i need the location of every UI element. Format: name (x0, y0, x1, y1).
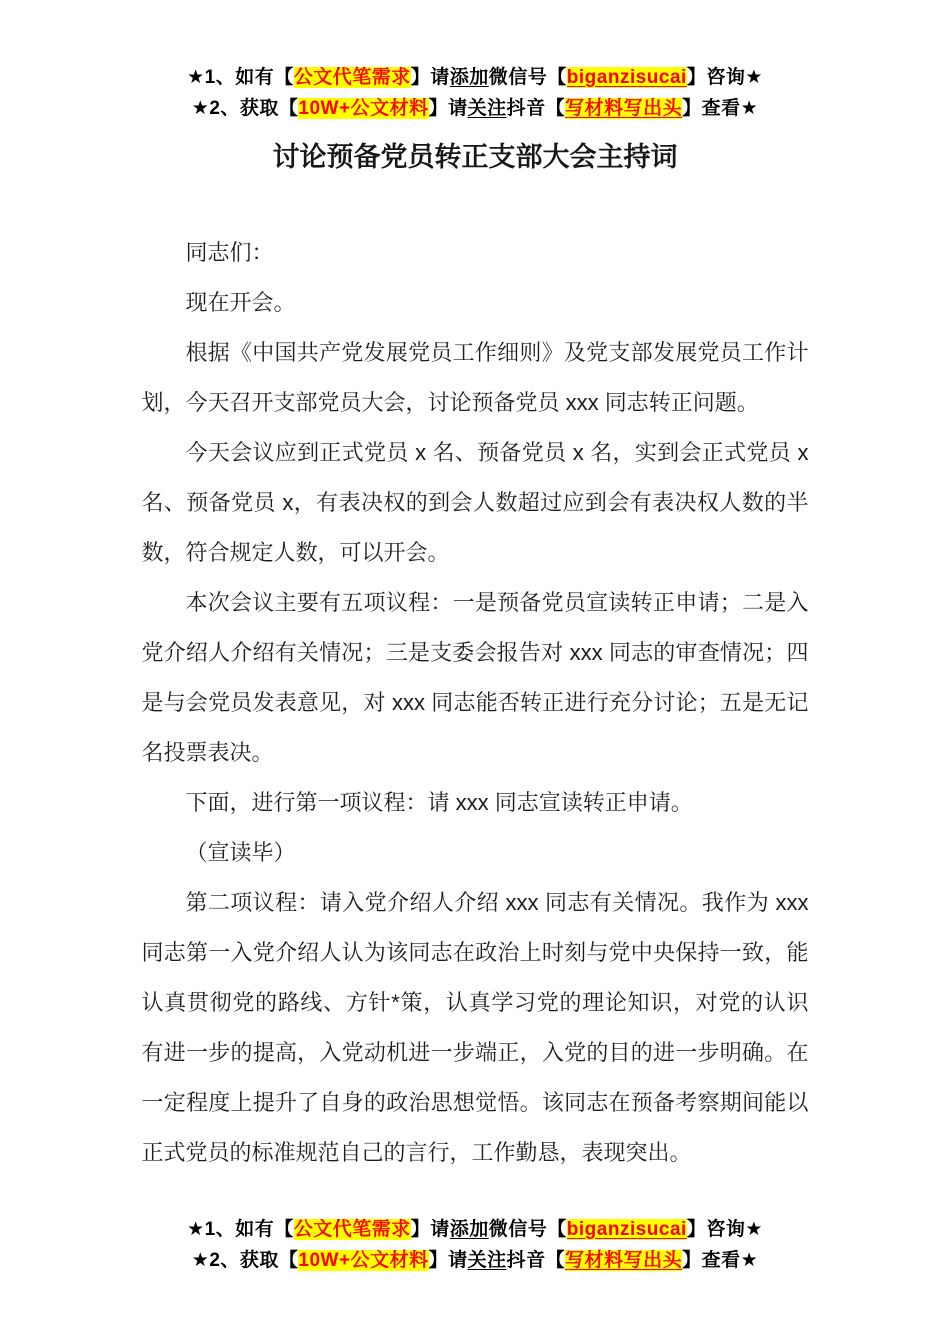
wechat-id-highlight: biganzisucai (566, 1219, 687, 1240)
footer-notice (0, 1214, 950, 1276)
paragraph-first-item: 下面，进行第一项议程：请 xxx 同志宣读转正申请。 (185, 790, 693, 815)
paragraph-reading-done: （宣读毕） (185, 840, 296, 865)
header-notice-line-1 (0, 62, 950, 93)
notice-prefix: ★2、获取【 (191, 98, 299, 119)
add-action-underline: 添加 (449, 1219, 489, 1240)
notice-mid: 抖音【 (506, 1250, 566, 1271)
notice-mid: 】请 (428, 1250, 468, 1271)
paragraph-attendance: 今天会议应到正式党员 x 名、预备党员 x 名，实到会正式党员 x 名、预备党员 x，有表决权的到会人数超过应到会有表决权人数的半数，符合规定人数，可以开会。 (141, 440, 809, 565)
add-action-underline: 添加 (449, 67, 489, 88)
follow-action-underline: 关注 (467, 1250, 507, 1271)
notice-suffix: 】查看★ (682, 1250, 759, 1271)
notice-prefix: ★2、获取【 (191, 1250, 299, 1271)
notice-mid: 】请 (410, 67, 450, 88)
notice-mid: 微信号【 (488, 1219, 567, 1240)
paragraph-second-item: 第二项议程：请入党介绍人介绍 xxx 同志有关情况。我作为 xxx 同志第一入党介绍人认为该同志在政治上时刻与党中央保持一致，能认真贯彻党的路线、方针*策，认真学习党的理论知识，对党的认识有进一步的提高，入党动机进一步端正，入党的目的进一步明确。在一定程度上提升了自身的政治思想觉悟。该同志在预备考察期间能以正式党员的标准规范自己的言行，工作勤恳，表现突出。 (141, 890, 809, 1165)
wechat-id-highlight: biganzisucai (566, 67, 687, 88)
header-notice-line-2 (0, 93, 950, 124)
notice-suffix: 】咨询★ (686, 67, 763, 88)
notice-prefix: ★1、如有【 (187, 1219, 294, 1240)
paragraph-salutation: 同志们： (185, 240, 274, 265)
douyin-name-highlight: 写材料写出头 (565, 98, 683, 119)
paragraph-agenda: 本次会议主要有五项议程：一是预备党员宣读转正申请；二是入党介绍人介绍有关情况；三是支委会报告对 xxx 同志的审查情况；四是与会党员发表意见，对 xxx 同志能否转正进行充分讨论；五是无记名投票表决。 (141, 590, 809, 765)
notice-mid: 抖音【 (506, 98, 566, 119)
footer-notice-line-2 (0, 1245, 950, 1276)
notice-mid: 微信号【 (488, 67, 567, 88)
follow-action-underline: 关注 (467, 98, 507, 119)
material-highlight: 10W+公文材料 (298, 1250, 429, 1271)
douyin-name-highlight: 写材料写出头 (565, 1250, 683, 1271)
material-highlight: 10W+公文材料 (298, 98, 429, 119)
notice-suffix: 】咨询★ (686, 1219, 763, 1240)
footer-notice-line-1 (0, 1214, 950, 1245)
service-highlight: 公文代笔需求 (293, 1219, 411, 1240)
notice-suffix: 】查看★ (682, 98, 759, 119)
document-title: 讨论预备党员转正支部大会主持词 (272, 142, 678, 172)
notice-mid: 】请 (428, 98, 468, 119)
notice-prefix: ★1、如有【 (187, 67, 294, 88)
document-body (142, 228, 809, 1178)
notice-mid: 】请 (410, 1219, 450, 1240)
paragraph-basis: 根据《中国共产党发展党员工作细则》及党支部发展党员工作计划，今天召开支部党员大会，讨论预备党员 xxx 同志转正问题。 (141, 340, 809, 415)
paragraph-opening: 现在开会。 (185, 290, 296, 315)
service-highlight: 公文代笔需求 (293, 67, 411, 88)
header-notice (0, 62, 950, 124)
